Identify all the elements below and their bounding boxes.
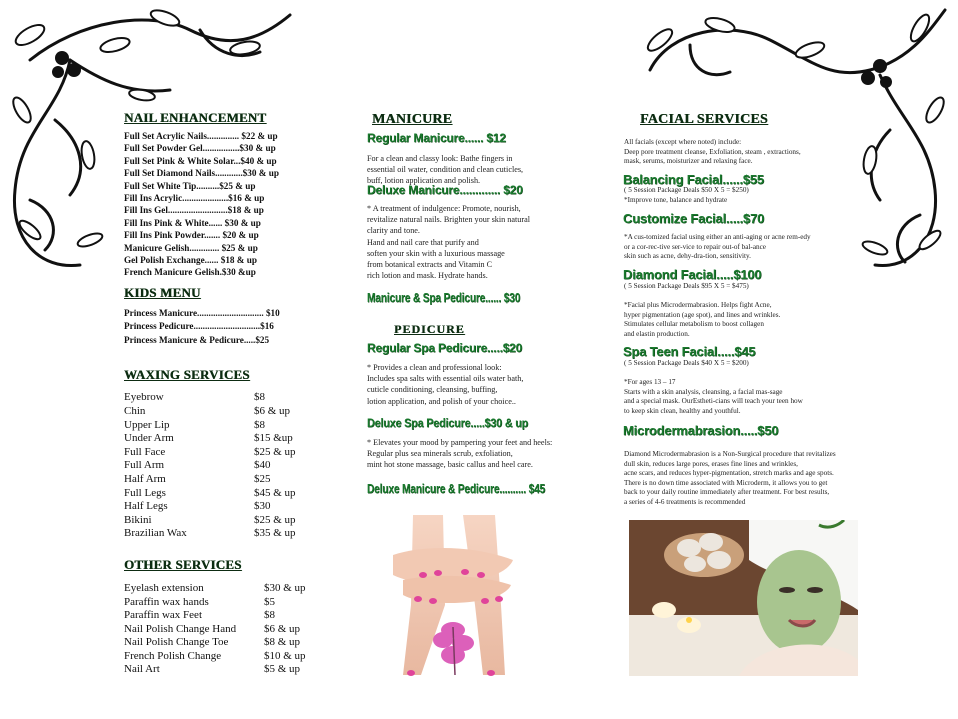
service-name: French Polish Change (124, 649, 222, 662)
text-line: soften your skin with a luxurious massage (367, 248, 505, 258)
text-line: Regular plus sea minerals scrub, exfoliation, (367, 449, 513, 459)
text-line: to keep skin clean, healthy and youthful. (624, 406, 741, 415)
text-line: acne scars, and reduces hyper-pigmentation, stretch marks and age spots. (624, 469, 834, 478)
price-row (124, 650, 324, 664)
service-name: Paraffin wax hands (124, 595, 209, 608)
deluxe-manicure-title: Deluxe Manicure............. $20 (367, 183, 523, 197)
regular-manicure-title: Regular Manicure...... $12 (367, 131, 506, 145)
service-name: Brazilian Wax (124, 527, 187, 540)
text-line (624, 292, 780, 302)
price-row (124, 636, 324, 650)
price-row (124, 527, 324, 541)
service-name: Nail Art (124, 663, 160, 676)
price-row (124, 391, 324, 405)
spa-teen-facial-title: Spa Teen Facial.....$45 (623, 344, 756, 359)
manicure-title: MANICURE (372, 112, 453, 127)
text-line: clarity and tone. (367, 226, 420, 236)
text-line: ( 5 Session Package Deals $40 X 5 = $200) (624, 359, 749, 367)
facial-services-title: FACIAL SERVICES (640, 112, 768, 127)
regular-spa-pedicure-title: Regular Spa Pedicure.....$20 (367, 341, 523, 355)
customize-facial-title: Customize Facial.....$70 (623, 211, 765, 226)
text-line: * Provides a clean and professional look: (367, 363, 502, 372)
price-row (124, 623, 324, 637)
text-line: rich lotion and mask. Hydrate hands. (367, 271, 488, 281)
price-row (124, 446, 324, 460)
price-row (124, 473, 324, 487)
text-line: Princess Pedicure.............................$16 (124, 321, 274, 332)
service-name: Half Arm (124, 472, 166, 485)
text-line: Hand and nail care that purify and (367, 237, 479, 247)
microdermabrasion-details (624, 450, 836, 508)
text-line: Fill Ins Pink Powder....... $20 & up (124, 230, 259, 241)
service-price: $8 & up (264, 636, 301, 649)
kids-menu-list (124, 307, 324, 348)
service-price: $25 & up (254, 513, 296, 526)
text-line: Manicure Gelish............. $25 & up (124, 242, 258, 253)
text-line: Starts with a skin analysis, cleansing, a facial mas-sage (624, 387, 783, 396)
pedicure-title: PEDICURE (394, 322, 465, 336)
service-name: Chin (124, 404, 146, 417)
left-column (124, 110, 324, 677)
text-line: Stimulates cellular metabolism to boost collagen (624, 320, 764, 329)
text-line: *Improve tone, balance and hydrate (624, 195, 728, 204)
text-line: *For ages 13 – 17 (624, 378, 676, 387)
price-row (124, 500, 324, 514)
balancing-facial-title: Balancing Facial......$55 (623, 172, 764, 187)
service-price: $8 (254, 391, 265, 404)
service-price: $40 (254, 459, 271, 472)
text-line: Princess Manicure............................. $10 (124, 307, 280, 318)
service-price: $8 (264, 609, 275, 622)
text-line: Fill Ins Pink & White...... $30 & up (124, 217, 261, 228)
service-name: Eyebrow (124, 391, 164, 404)
regular-spa-pedicure-description (367, 362, 523, 407)
service-name: Half Legs (124, 500, 168, 513)
text-line: skin such as acne, dehy-dra-tion, sensitivity. (624, 252, 751, 261)
service-price: $15 &up (254, 432, 293, 445)
text-line: Gel Polish Exchange...... $18 & up (124, 255, 257, 266)
text-line: and a special mask. OurEstheti-cians will teach your teen how (624, 397, 803, 406)
diamond-facial-title: Diamond Facial.....$100 (623, 267, 762, 282)
text-line: Full Set Pink & White Solar...$40 & up (124, 155, 277, 166)
manicure-spa-pedicure-title: Manicure & Spa Pedicure...... $30 (367, 290, 521, 305)
text-line (624, 369, 803, 379)
price-row (124, 419, 324, 433)
price-row (124, 582, 324, 596)
price-row (124, 432, 324, 446)
text-line: hyper pigmentation (age spot), and lines and wrinkles. (624, 310, 781, 319)
service-price: $10 & up (264, 649, 306, 662)
service-name: Full Arm (124, 459, 165, 472)
text-line: dull skin, reduces large pores, erases fine lines and wrinkles, (624, 459, 798, 468)
service-price: $5 (264, 595, 275, 608)
price-row (124, 405, 324, 419)
manicure-pedicure-photo (383, 515, 525, 680)
service-name: Eyelash extension (124, 581, 204, 594)
text-line: ( 5 Session Package Deals $95 X 5 = $475) (624, 282, 749, 290)
service-name: Nail Polish Change Toe (124, 636, 229, 649)
text-line: Full Set Acrylic Nails.............. $22 & up (124, 131, 278, 141)
service-name: Paraffin wax Feet (124, 609, 202, 622)
waxing-services-list (124, 391, 324, 541)
deluxe-manicure-description (367, 203, 530, 281)
text-line: back to your daily routine immediately after treatment. For best results, (624, 488, 830, 497)
service-price: $30 (254, 500, 271, 513)
price-row (124, 609, 324, 623)
service-name: Under Arm (124, 432, 174, 445)
text-line: essential oil water, condition and clean cuticles, (367, 165, 524, 175)
price-row (124, 663, 324, 677)
text-line: Diamond Microdermabrasion is a Non-Surgical procedure that revitalizes (624, 450, 836, 458)
service-price: $6 & up (264, 622, 301, 635)
service-price: $5 & up (264, 663, 301, 676)
text-line: Princess Manicure & Pedicure.....$25 (124, 334, 270, 345)
service-price: $8 (254, 418, 265, 431)
text-line: buff, lotion application and polish. (367, 176, 481, 186)
text-line: *Facial plus Microdermabrasion. Helps fight Acne, (624, 301, 772, 310)
service-name: Bikini (124, 513, 152, 526)
text-line: French Manicure Gelish.$30 &up (124, 267, 256, 278)
text-line: Full Set Diamond Nails............$30 & up (124, 168, 279, 179)
text-line: All facials (except where noted) include: (624, 138, 742, 146)
text-line: Full Set Powder Gel................$30 & up (124, 143, 276, 154)
service-price: $6 & up (254, 404, 291, 417)
text-line: mask, serums, moisturizer and relaxing face. (624, 157, 753, 166)
service-price: $45 & up (254, 486, 296, 499)
kids-menu-title: KIDS MENU (124, 284, 201, 300)
price-row (124, 596, 324, 610)
nail-enhancement-title: NAIL ENHANCEMENT (124, 110, 267, 125)
text-line: from botanical extracts and Vitamin C (367, 260, 493, 270)
other-services-list (124, 582, 324, 677)
service-price: $35 & up (254, 527, 296, 540)
facial-intro (624, 138, 801, 167)
text-line: Fill Ins Acrylic....................$16 & up (124, 193, 265, 204)
text-line: Full Set White Tip..........$25 & up (124, 180, 256, 191)
text-line: * A treatment of indulgence: Promote, nourish, (367, 204, 521, 213)
text-line: Fill Ins Gel..........................$18 & up (124, 205, 264, 216)
deluxe-manicure-pedicure-title: Deluxe Manicure & Pedicure.......... $45 (367, 481, 546, 496)
text-line: a series of 4-6 treatments is recommended (624, 497, 746, 506)
balancing-facial-details (624, 186, 749, 205)
price-row (124, 514, 324, 528)
deluxe-spa-pedicure-description (367, 437, 552, 471)
text-line: There is no down time associated with Microderm, it allows you to get (624, 478, 828, 487)
text-line: *A cus-tomized facial using either an anti-aging or acne rem-edy (624, 233, 811, 241)
price-row (124, 459, 324, 473)
service-name: Nail Polish Change Hand (124, 622, 237, 635)
deluxe-spa-pedicure-title: Deluxe Spa Pedicure.....$30 & up (367, 416, 529, 430)
facial-mask-illustration (629, 520, 858, 676)
regular-manicure-description (367, 153, 523, 187)
text-line: mint hot stone massage, basic callus and heel care. (367, 460, 533, 470)
hands-feet-illustration (383, 515, 525, 680)
service-name: Full Legs (124, 486, 166, 499)
waxing-services-title: WAXING SERVICES (124, 367, 250, 383)
service-name: Upper Lip (124, 418, 170, 431)
price-row (124, 487, 324, 501)
text-line: Includes spa salts with essential oils water bath, (367, 374, 524, 384)
text-line: * Elevates your mood by pampering your feet and heels: (367, 438, 553, 447)
service-price: $25 & up (254, 445, 296, 458)
text-line: or a cor-rec-tive ser-vice to repair out-of bal-ance (624, 242, 766, 251)
text-line: lotion application, and polish of your choice.. (367, 396, 516, 406)
service-price: $30 & up (264, 581, 306, 594)
spa-teen-facial-details (624, 359, 803, 417)
service-price: $25 (254, 472, 271, 485)
service-name: Full Face (124, 445, 166, 458)
text-line: Deep pore treatment cleanse, Exfoliation, steam , extractions, (624, 147, 801, 156)
text-line: revitalize natural nails. Brighten your skin natural (367, 215, 531, 225)
other-services-title: OTHER SERVICES (124, 556, 242, 572)
text-line: and elastin production. (624, 329, 690, 338)
text-line: For a clean and classy look: Bathe fingers in (367, 154, 513, 163)
text-line: ( 5 Session Package Deals $50 X 5 = $250) (624, 186, 749, 194)
diamond-facial-details (624, 282, 780, 340)
facial-spa-photo (629, 520, 858, 676)
text-line: cuticle conditioning, cleansing, buffing, (367, 385, 498, 395)
microdermabrasion-title: Microdermabrasion.....$50 (623, 423, 779, 438)
customize-facial-details (624, 233, 811, 262)
nail-enhancement-list (124, 130, 324, 279)
